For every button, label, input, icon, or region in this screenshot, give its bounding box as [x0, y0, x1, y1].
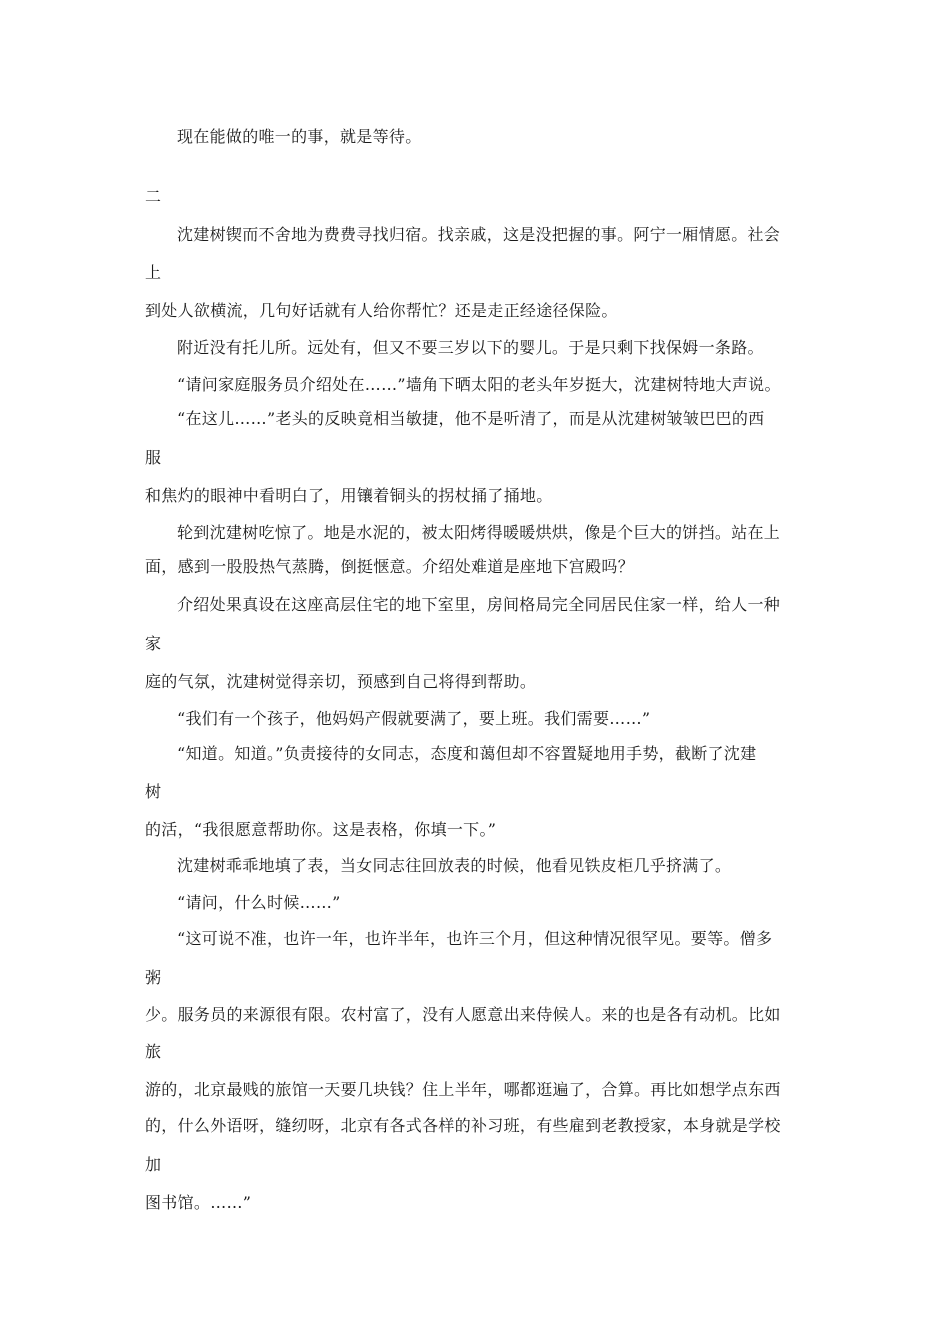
text-line: 沈建树乖乖地填了表，当女同志往回放表的时候，他看见铁皮柜几乎挤满了。 [177, 856, 732, 875]
text-line: 的活，“我很愿意帮助你。这是表格，你填一下。” [145, 820, 497, 839]
text-line: 庭的气氛，沈建树觉得亲切，预感到自己将得到帮助。 [145, 672, 537, 691]
text-line: “知道。知道。”负责接待的女同志，态度和蔼但却不容置疑地用手势，截断了沈建 [177, 744, 757, 763]
text-line: 沈建树锲而不舍地为费费寻找归宿。找亲戚，这是没把握的事。阿宁一厢情愿。社会 [177, 225, 781, 244]
text-line: 上 [145, 263, 162, 282]
text-line: 粥 [145, 968, 162, 987]
text-line: “我们有一个孩子，他妈妈产假就要满了，要上班。我们需要……” [177, 709, 651, 728]
text-line: 图书馆。……” [145, 1193, 252, 1212]
text-line: 少。服务员的来源很有限。农村富了，没有人愿意出来侍候人。来的也是各有动机。比如 [145, 1005, 781, 1024]
text-line: “这可说不准，也许一年，也许半年，也许三个月，但这种情况很罕见。要等。僧多 [177, 929, 773, 948]
text-line: 加 [145, 1155, 162, 1174]
text-line: 的，什么外语呀，缝纫呀，北京有各式各样的补习班，有些雇到老教授家，本身就是学校 [145, 1116, 781, 1135]
text-line: 游的，北京最贱的旅馆一天要几块钱？住上半年，哪都逛遍了，合算。再比如想学点东西 [145, 1080, 781, 1099]
text-line: 轮到沈建树吃惊了。地是水泥的，被太阳烤得暖暖烘烘，像是个巨大的饼挡。站在上 [177, 523, 781, 542]
text-line: “在这儿……”老头的反映竟相当敏捷，他不是听清了，而是从沈建树皱皱巴巴的西 [177, 409, 765, 428]
text-line: 面，感到一股股热气蒸腾，倒挺惬意。介绍处难道是座地下宫殿吗？ [145, 557, 635, 576]
text-line: “请问，什么时候……” [177, 893, 341, 912]
text-line: 到处人欲横流，几句好话就有人给你帮忙？还是走正经途径保险。 [145, 301, 618, 320]
section-heading: 二 [145, 187, 162, 206]
text-line: 旅 [145, 1042, 162, 1061]
text-line: “请问家庭服务员介绍处在……”墙角下晒太阳的老头年岁挺大，沈建树特地大声说。 [177, 375, 781, 394]
text-line: 和焦灼的眼神中看明白了，用镶着铜头的拐杖捅了捅地。 [145, 486, 553, 505]
text-line: 介绍处果真设在这座高层住宅的地下室里，房间格局完全同居民住家一样，给人一种 [177, 595, 781, 614]
text-line: 附近没有托儿所。远处有，但又不要三岁以下的婴儿。于是只剩下找保姆一条路。 [177, 338, 764, 357]
text-line: 树 [145, 782, 162, 801]
text-line: 服 [145, 448, 162, 467]
text-line: 现在能做的唯一的事，就是等待。 [177, 127, 422, 146]
text-line: 家 [145, 634, 162, 653]
